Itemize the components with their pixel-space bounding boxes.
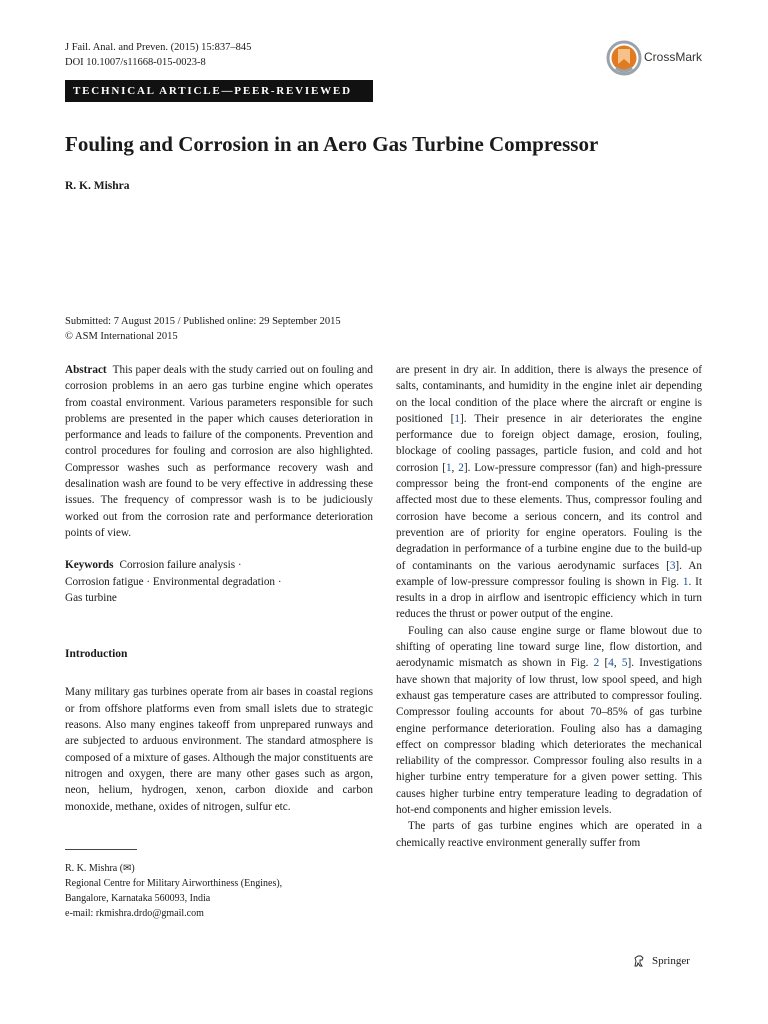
keywords-line-1: Corrosion failure analysis ·: [119, 559, 242, 572]
keywords: [65, 557, 373, 606]
citation-link[interactable]: 3: [669, 559, 676, 572]
text-run: ]. An example of low-pressure compressor fouling is shown in Fig.: [396, 559, 702, 588]
crossmark-badge[interactable]: [606, 40, 706, 76]
publication-dates: [65, 314, 341, 344]
journal-meta: [65, 40, 251, 70]
copyright: © ASM International 2015: [65, 331, 178, 342]
footnote-email[interactable]: e-mail: rkmishra.drdo@gmail.com: [65, 908, 204, 919]
footnote-city: Bangalore, Karnataka 560093, India: [65, 893, 211, 904]
abstract: [65, 362, 373, 541]
submitted-published: Submitted: 7 August 2015 / Published online: 29 September 2015: [65, 316, 341, 327]
journal-citation: J Fail. Anal. and Preven. (2015) 15:837–845: [65, 42, 252, 53]
figure-link[interactable]: 2: [593, 657, 600, 670]
article-type-banner: TECHNICAL ARTICLE—PEER-REVIEWED: [65, 80, 373, 102]
right-paragraph-1: [396, 362, 702, 623]
doi[interactable]: DOI 10.1007/s11668-015-0023-8: [65, 57, 206, 68]
article-title: Fouling and Corrosion in an Aero Gas Turbine Compressor: [65, 132, 599, 156]
citation-link[interactable]: 1: [445, 461, 452, 474]
keywords-label: Keywords: [65, 559, 114, 572]
text-run: are present in dry air. In addition, there is always the presence of salts, contaminants, and humidity in the engine inlet air depending on the local condition of the place where the aircraft or engine is positioned [: [396, 364, 702, 425]
citation-link[interactable]: 4: [608, 657, 614, 670]
springer-horse-icon: [632, 954, 646, 968]
text-run: ]. Investigations have shown that majority of low thrust, low spool speed, and high exhaust gas temperature cases are attributed to compressor fouling. Compressor fouling accounts for about 70–85% of gas turbine engine performance deterioration. Fouling also has a damaging effect on compressor blading which deteriorates the mechanical reliability of the compressor. Compressor fouling also results in a higher turbine entry temperature for a given power setting. This causes higher turbine entry temperature leading to degradation of hot-end components and higher emission levels.: [396, 657, 702, 817]
left-column: [65, 362, 373, 815]
footnote-name: R. K. Mishra (✉): [65, 863, 135, 874]
keywords-line-3: Gas turbine: [65, 591, 117, 604]
right-column: [396, 362, 702, 851]
citation-link[interactable]: 2: [458, 461, 464, 474]
publisher-logo: [632, 952, 690, 968]
crossmark-label: CrossMark: [644, 50, 703, 64]
text-run: ]. Low-pressure compressor (fan) and high-pressure compressor being the front-end components of the engine are affected most due to these elements. Thus, compressor fouling and corrosion have become a serious concern, and its control and prevention are of priority for engine operators. Fouling is the degradation in performance of a turbine engine due to the build-up of contaminants on the various aerodynamic surfaces [: [396, 461, 703, 572]
crossmark-icon: [606, 40, 642, 76]
text-run: . It results in a drop in airflow and isentropic efficiency which in turn reduces the thrust or power output of the engine.: [396, 575, 702, 621]
text-run: [: [599, 657, 609, 670]
abstract-text: This paper deals with the study carried out on fouling and corrosion problems in an aero gas turbine engine which operates from coastal environment. Various parameters responsible for such problems are presented in the paper which causes deterioration in performance and leads to failure of the components. Prevention and control procedures for fouling and corrosion are also highlighted. Compressor washes such as performance recovery wash and desalination wash are found to be very effective in addressing these issues. The frequency of compressor wash is to be judiciously worked out from the corrosion rate and performance deterioration points of view.: [65, 364, 373, 539]
text-run: ]. Their presence in air deteriorates the engine performance due to foreign object damage, erosion, fouling, blockage of cooling passages, particle fusion, and cold and hot corrosion [: [396, 412, 702, 474]
author-footnote: [65, 861, 282, 921]
publisher-name: Springer: [652, 955, 690, 968]
keywords-line-2: Corrosion fatigue · Environmental degradation ·: [65, 575, 282, 588]
right-paragraph-2: [396, 623, 702, 819]
text-run: Fouling can also cause engine surge or flame blowout due to shifting of operating line toward surge line, flow distortion, and aerodynamic mismatch as shown in Fig.: [396, 624, 702, 670]
citation-link[interactable]: 1: [454, 412, 460, 425]
abstract-label: Abstract: [65, 364, 107, 376]
section-heading-introduction: Introduction: [65, 648, 128, 661]
author: R. K. Mishra: [65, 180, 130, 192]
figure-link[interactable]: 1: [682, 575, 689, 588]
text-run: ,: [451, 461, 459, 474]
right-paragraph-3: The parts of gas turbine engines which are operated in a chemically reactive environment generally suffer from: [396, 820, 702, 849]
intro-paragraph-1: Many military gas turbines operate from air bases in coastal regions or from offshore platforms even from small islets due to strategic reasons. Also many engines takeoff from unprepared runways and are subjected to arduous environment. The standard atmosphere is composed of a mixture of gases. Although the major constituents are nitrogen and oxygen, there are many other gases such as argon, neon, helium, hydrogen, xenon, carbon dioxide and carbon monoxide, methane, oxides of nitrogen, sulfur etc.: [65, 686, 373, 813]
footnote-org: Regional Centre for Military Airworthiness (Engines),: [65, 878, 283, 889]
text-run: ,: [613, 657, 622, 670]
citation-link[interactable]: 5: [621, 657, 628, 670]
